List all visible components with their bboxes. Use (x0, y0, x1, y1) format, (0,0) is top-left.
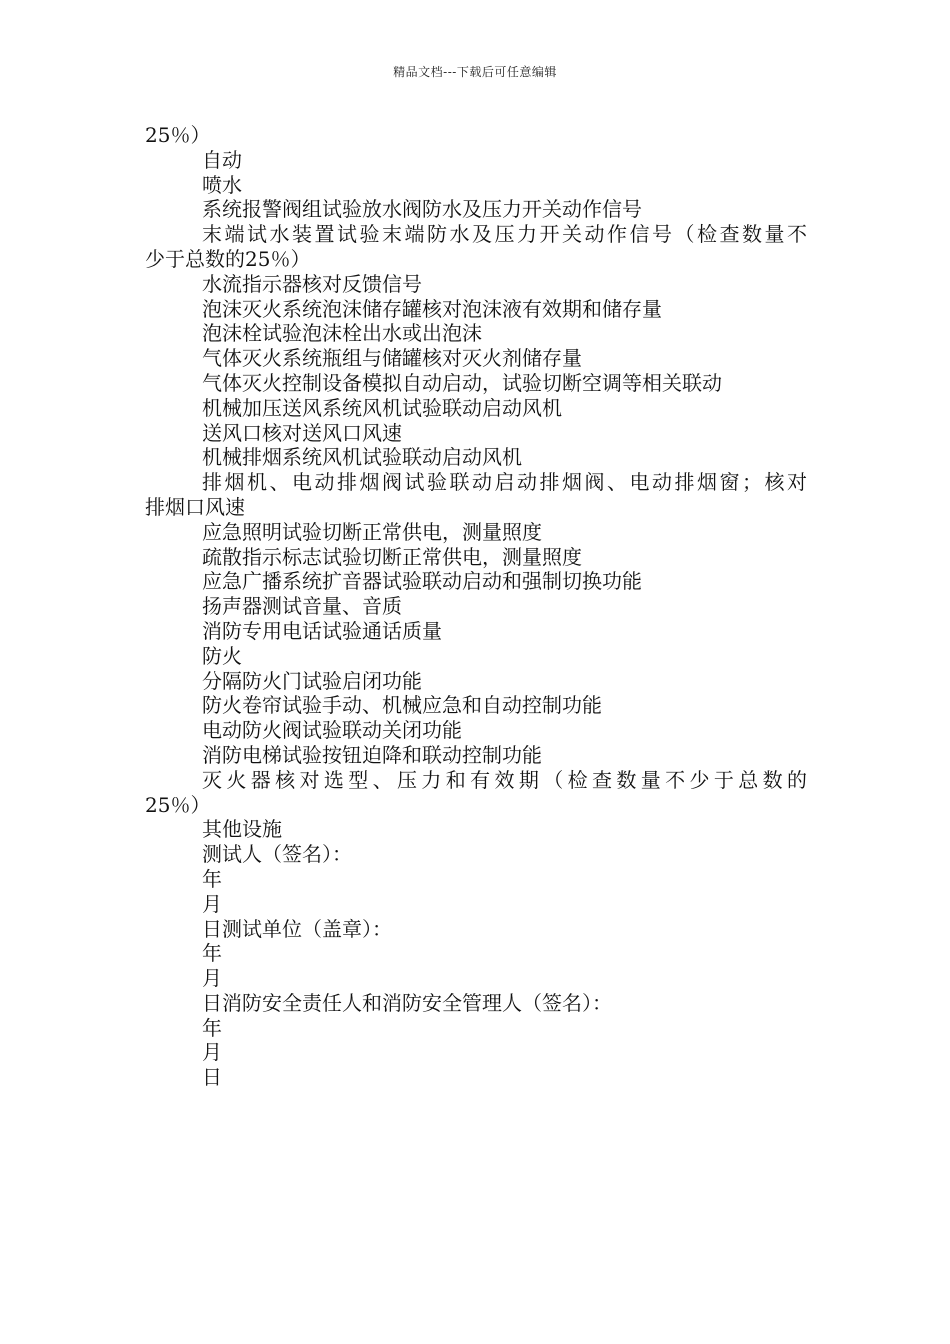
text-line: 防火 (202, 643, 242, 668)
text-line: 25％） (145, 123, 211, 147)
text-line: 年 (202, 1015, 222, 1040)
text-line: 送风口核对送风口风速 (202, 420, 402, 445)
text-line: 机械排烟系统风机试验联动启动风机 (202, 445, 522, 470)
text-line: 系统报警阀组试验放水阀防水及压力开关动作信号 (202, 197, 642, 222)
text-line: 泡沫灭火系统泡沫储存罐核对泡沫液有效期和储存量 (202, 296, 662, 321)
text-line: 测试人（签名）： (202, 842, 352, 867)
text-line: 疏散指示标志试验切断正常供电，测量照度 (202, 544, 582, 569)
text-line: 日测试单位（盖章）： (202, 916, 392, 941)
text-line: 电动防火阀试验联动关闭功能 (202, 718, 462, 743)
text-line: 日 (202, 1065, 222, 1090)
text-line: 末端试水装置试验末端防水及压力开关动作信号（检查数量不 (202, 222, 807, 247)
text-line: 日消防安全责任人和消防安全管理人（签名）： (202, 990, 612, 1015)
text-line: 分隔防火门试验启闭功能 (202, 668, 422, 693)
text-line: 泡沫栓试验泡沫栓出水或出泡沫 (202, 321, 482, 346)
text-line: 防火卷帘试验手动、机械应急和自动控制功能 (202, 693, 602, 718)
text-line: 气体灭火系统瓶组与储罐核对灭火剂储存量 (202, 346, 582, 371)
text-line: 少于总数的25％） (145, 246, 311, 271)
text-line: 机械加压送风系统风机试验联动启动风机 (202, 395, 562, 420)
text-line: 水流指示器核对反馈信号 (202, 271, 422, 296)
text-line: 年 (202, 941, 222, 966)
text-line: 扬声器测试音量、音质 (202, 594, 402, 619)
page-header: 精品文档---下载后可任意编辑 (393, 65, 557, 79)
text-line: 月 (202, 1040, 222, 1065)
text-line: 消防电梯试验按钮迫降和联动控制功能 (202, 742, 542, 767)
text-line: 消防专用电话试验通话质量 (202, 618, 442, 643)
text-line: 月 (202, 966, 222, 991)
text-line: 25％） (145, 792, 211, 817)
text-line: 年 (202, 866, 222, 891)
text-line: 喷水 (202, 172, 242, 197)
text-line: 应急照明试验切断正常供电，测量照度 (202, 519, 542, 544)
document-body (145, 123, 807, 1090)
text-line: 自动 (202, 147, 242, 172)
text-line: 其他设施 (202, 817, 282, 842)
text-line: 应急广播系统扩音器试验联动启动和强制切换功能 (202, 569, 642, 594)
text-line: 排烟机、电动排烟阀试验联动启动排烟阀、电动排烟窗；核对 (202, 470, 807, 495)
text-line: 月 (202, 891, 222, 916)
text-line: 气体灭火控制设备模拟自动启动，试验切断空调等相关联动 (202, 370, 722, 395)
text-line: 灭火器核对选型、压力和有效期（检查数量不少于总数的 (202, 767, 807, 792)
text-line: 排烟口风速 (145, 494, 245, 519)
